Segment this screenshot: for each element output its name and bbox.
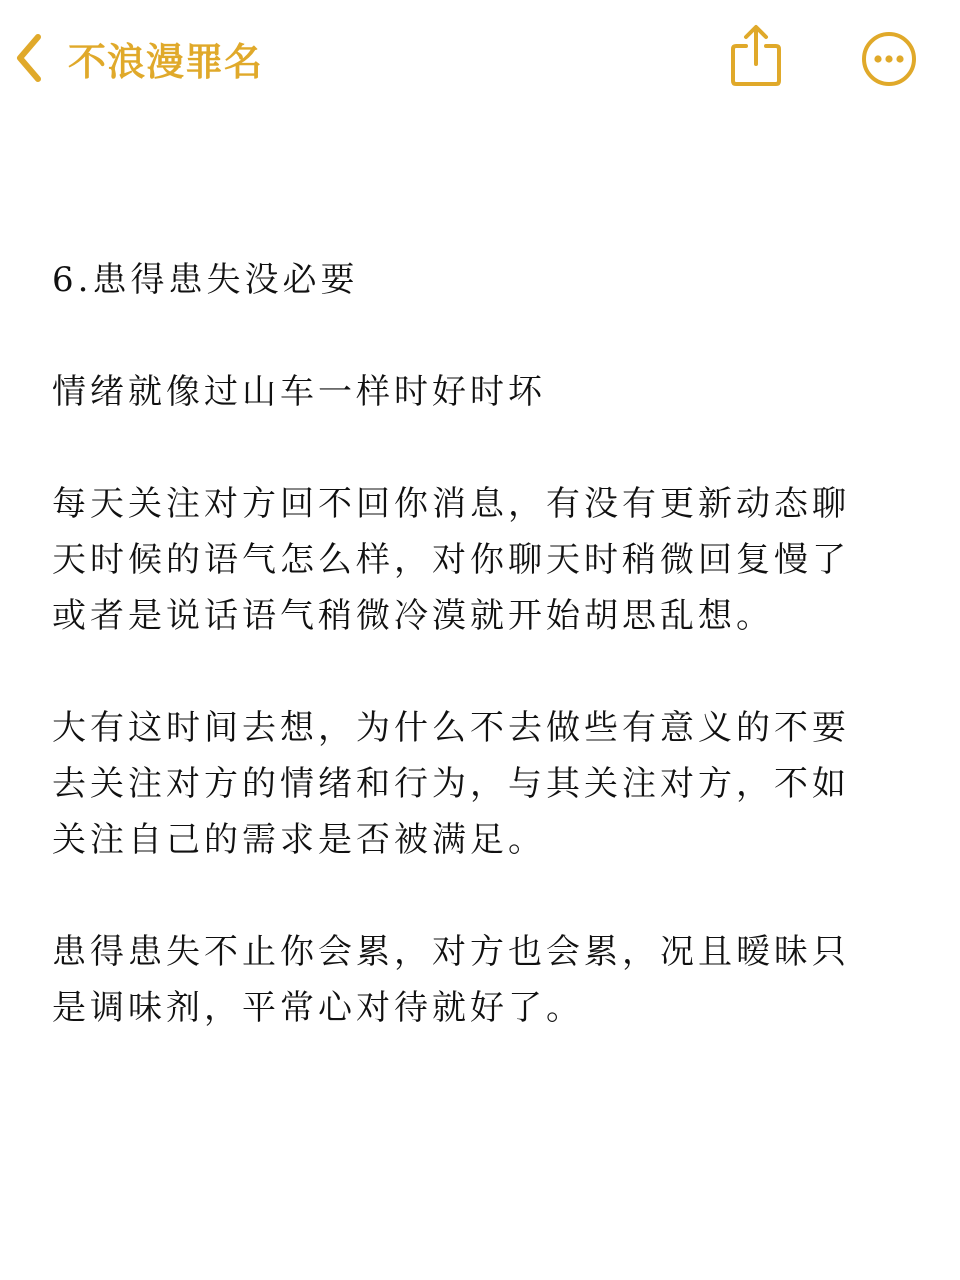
note-body[interactable] [52, 252, 914, 1092]
note-paragraph: 每天关注对方回不回你消息，有没有更新动态聊 天时候的语气怎么样，对你聊天时稍微回复慢了 或者是说话语气稍微冷漠就开始胡思乱想。 [52, 484, 850, 636]
more-button[interactable] [860, 30, 918, 88]
share-icon [728, 75, 784, 92]
note-title: 6.患得患失没必要 [52, 260, 359, 300]
back-label: 不浪漫罪名 [68, 39, 264, 84]
note-paragraph: 患得患失不止你会累，对方也会累，况且暧昧只 是调味剂，平常心对待就好了。 [52, 932, 850, 1028]
note-paragraph: 情绪就像过山车一样时好时坏 [52, 372, 546, 412]
more-icon [860, 75, 918, 92]
back-button[interactable] [14, 26, 263, 90]
navigation-bar [0, 0, 960, 120]
note-paragraph: 大有这时间去想，为什么不去做些有意义的不要 去关注对方的情绪和行为，与其关注对方，不如 关注自己的需求是否被满足。 [52, 708, 850, 860]
share-button[interactable] [728, 22, 784, 88]
chevron-left-icon [14, 33, 44, 83]
